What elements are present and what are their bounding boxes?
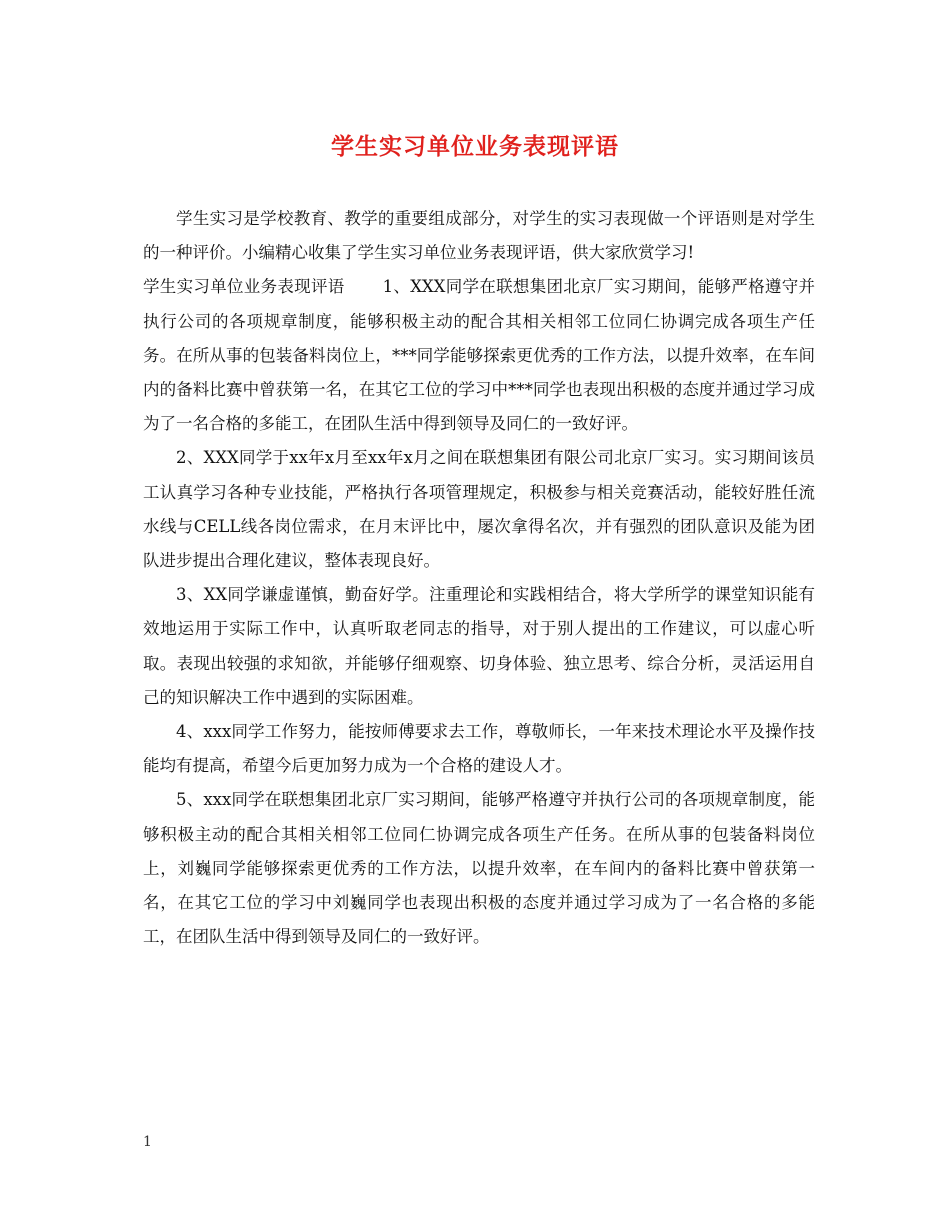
item-paragraph-3: 3、XX同学谦虚谨慎，勤奋好学。注重理论和实践相结合，将大学所学的课堂知识能有效地运用于实际工作中，认真听取老同志的指导，对于别人提出的工作建议，可以虚心听取。表现出较强的求知欲，并能够仔细观察、切身体验、独立思考、综合分析，灵活运用自己的知识解决工作中遇到的实际困难。	[143, 585, 815, 707]
intro-paragraph: 学生实习是学校教育、教学的重要组成部分，对学生的实习表现做一个评语则是对学生的一种评价。小编精心收集了学生实习单位业务表现评语，供大家欣赏学习!	[143, 209, 815, 263]
document-body	[143, 202, 815, 954]
page-number: 1	[143, 1134, 152, 1150]
item-paragraph-1	[143, 270, 815, 441]
item-paragraph-2: 2、XXX同学于xx年x月至xx年x月之间在联想集团有限公司北京厂实习。实习期间该员工认真学习各种专业技能，严格执行各项管理规定，积极参与相关竞赛活动，能较好胜任流水线与CELL线各岗位需求，在月末评比中，屡次拿得名次，并有强烈的团队意识及能为团队进步提出合理化建议，整体表现良好。	[143, 448, 815, 571]
item-text-1: 1、XXX同学在联想集团北京厂实习期间，能够严格遵守并执行公司的各项规章制度，能够积极主动的配合其相关相邻工位同仁协调完成各项生产任务。在所从事的包装备料岗位上，***同学能够探索更优秀的工作方法，以提升效率，在车间内的备料比赛中曾获第一名，在其它工位的学习中***同学也表现出积极的态度并通过学习成为了一名合格的多能工，在团队生活中得到领导及同仁的一致好评。	[143, 277, 815, 434]
section-heading: 学生实习单位业务表现评语	[143, 277, 345, 297]
item-paragraph-5: 5、xxx同学在联想集团北京厂实习期间，能够严格遵守并执行公司的各项规章制度，能够积极主动的配合其相关相邻工位同仁协调完成各项生产任务。在所从事的包装备料岗位上，刘巍同学能够探索更优秀的工作方法，以提升效率，在车间内的备料比赛中曾获第一名，在其它工位的学习中刘巍同学也表现出积极的态度并通过学习成为了一名合格的多能工，在团队生活中得到领导及同仁的一致好评。	[143, 790, 815, 947]
item-paragraph-4: 4、xxx同学工作努力，能按师傅要求去工作，尊敬师长，一年来技术理论水平及操作技能均有提高，希望今后更加努力成为一个合格的建设人才。	[143, 722, 815, 776]
document-title: 学生实习单位业务表现评语	[331, 133, 619, 160]
